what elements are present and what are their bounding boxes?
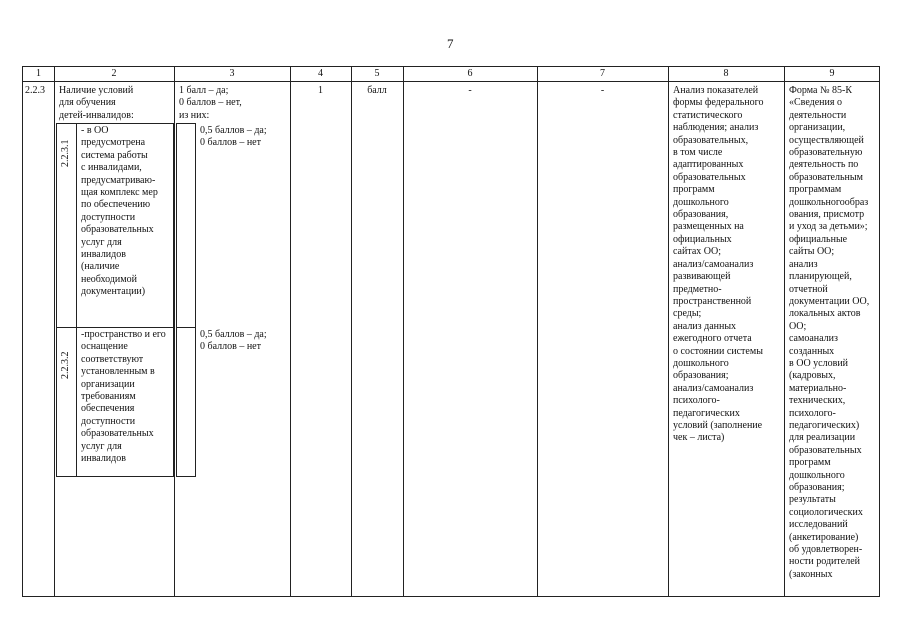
row-weight: 1 bbox=[318, 85, 323, 96]
col-divider bbox=[668, 67, 669, 596]
row-col6: - bbox=[468, 85, 472, 96]
header-col-7: 7 bbox=[600, 68, 605, 79]
subrow-2-scoring: 0,5 баллов – да; 0 баллов – нет bbox=[200, 329, 267, 353]
col-divider bbox=[403, 67, 404, 596]
row-col7: - bbox=[600, 85, 605, 96]
col-divider bbox=[174, 67, 175, 596]
row-code: 2.2.3 bbox=[25, 85, 45, 96]
header-col-9: 9 bbox=[829, 68, 835, 79]
subrow-1-code: 2.2.3.1 bbox=[60, 139, 71, 167]
subrow-2-gap bbox=[176, 327, 196, 477]
subrow-1-scoring: 0,5 баллов – да; 0 баллов – нет bbox=[200, 125, 267, 149]
col-divider bbox=[537, 67, 538, 596]
header-col-3: 3 bbox=[229, 68, 235, 79]
subrow-2-text: -пространство и его оснащение соответствуют установленным в организации требованиям обеспечения доступности образовательных услуг для инвалидов bbox=[81, 329, 166, 465]
header-col-8: 8 bbox=[723, 68, 729, 79]
header-col-2: 2 bbox=[111, 68, 117, 79]
row-forms: Форма № 85-К «Сведения о деятельности организации, осуществляющей образовательную деятельность по образовательным программам дошкольногообраз ования, присмотр и уход за детьми»; официальные сайты ОО; анализ планирующей, отчетной документации ОО, локальных актов ОО; самоанализ созданных в ОО условий (кадровых, материально- технических, психолого- педагогических) для реализации образовательных программ дошкольного образования; результаты социологических исследований (анкетирование) об удовлетворен- ности родителей (законных bbox=[789, 85, 870, 580]
col-divider bbox=[54, 67, 55, 596]
subrow-2-code: 2.2.3.2 bbox=[60, 351, 71, 379]
row-scoring: 1 балл – да; 0 баллов – нет, из них: bbox=[179, 85, 242, 121]
header-col-1: 1 bbox=[36, 68, 41, 79]
header-col-4: 4 bbox=[318, 68, 323, 79]
header-col-6: 6 bbox=[467, 68, 473, 79]
col-divider bbox=[290, 67, 291, 596]
col-divider bbox=[351, 67, 352, 596]
col-divider bbox=[784, 67, 785, 596]
page-number: 7 bbox=[447, 36, 454, 51]
row-unit: балл bbox=[367, 85, 387, 96]
subrow-1-text: - в ОО предусмотрена система работы с инвалидами, предусматриваю- щая комплекс мер по обеспечению доступности образовательных услуг для инвалидов (наличие необходимой документации) bbox=[81, 125, 158, 298]
header-divider bbox=[23, 81, 879, 82]
header-col-5: 5 bbox=[374, 68, 380, 79]
row-title: Наличие условий для обучения детей-инвалидов: bbox=[59, 85, 134, 121]
row-sources: Анализ показателей формы федерального статистического наблюдения; анализ образовательных, в том числе адаптированных образовательных программ дошкольного образования, размещенных на официальных сайтах ОО; анализ/самоанализ развивающей предметно- пространственной среды; анализ данных ежегодного отчета о состоянии системы дошкольного образования; анализ/самоанализ психолого- педагогических условий (заполнение чек – листа) bbox=[673, 85, 764, 444]
subrow-1-gap bbox=[176, 123, 196, 328]
criteria-table bbox=[22, 66, 880, 597]
subrow-2-code-cell bbox=[56, 327, 77, 477]
